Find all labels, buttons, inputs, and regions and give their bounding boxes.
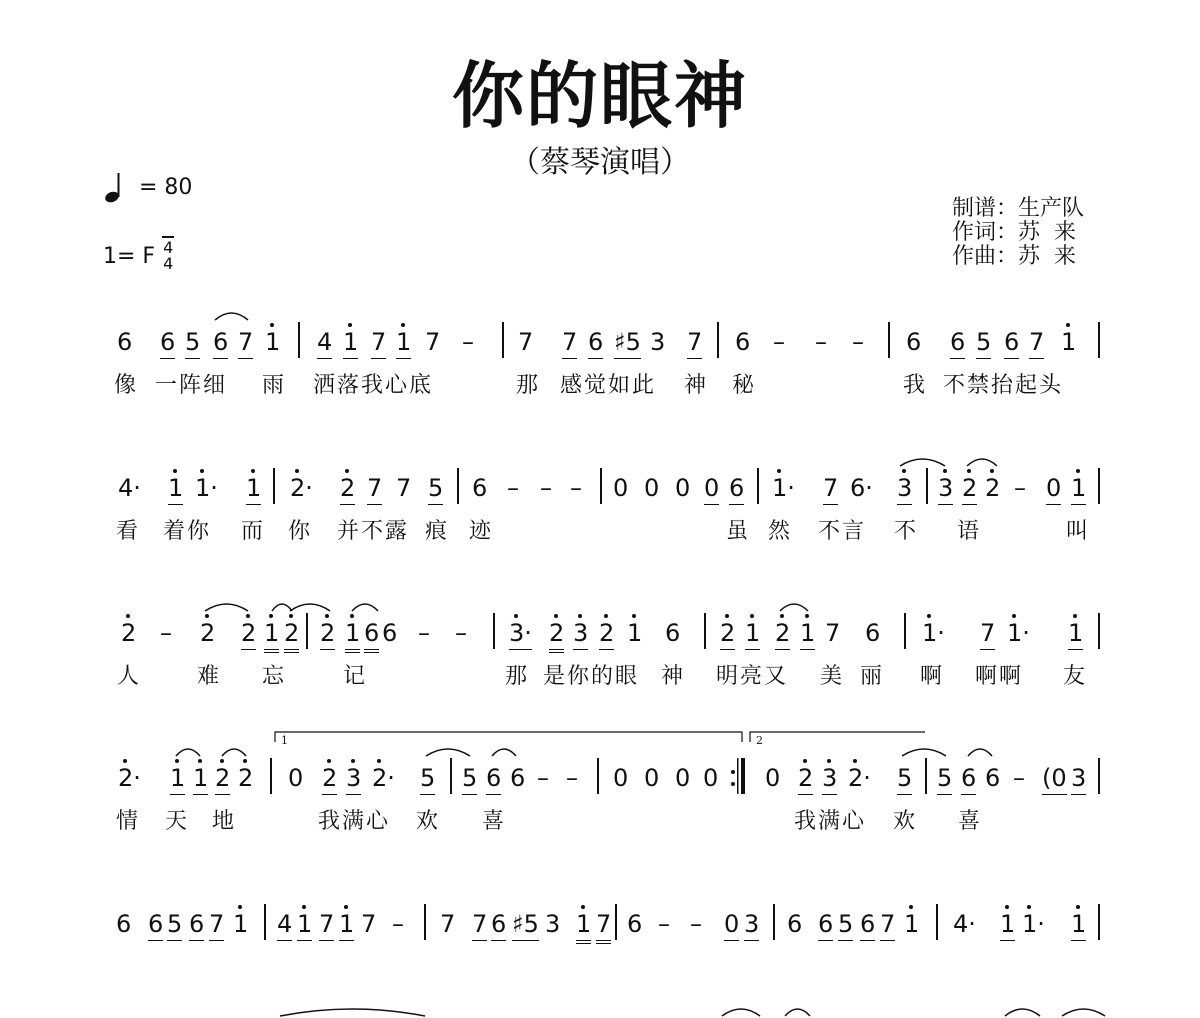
note: –	[570, 474, 582, 502]
note: 2	[720, 619, 736, 647]
note: 2	[238, 764, 254, 792]
lyrics-line	[0, 520, 1200, 548]
lyric: 忘	[262, 664, 287, 689]
note: 7	[596, 910, 612, 938]
note: 0	[704, 474, 720, 502]
note: 6	[735, 328, 751, 356]
note: 3	[545, 910, 561, 938]
note: 6	[472, 474, 488, 502]
note: 5	[937, 764, 953, 792]
note: 6	[382, 619, 398, 647]
song-subtitle: （蔡琴演唱）	[510, 145, 690, 180]
lyric: 虽	[726, 519, 751, 544]
slur	[967, 459, 997, 466]
slur	[722, 1009, 760, 1016]
note: 3·	[509, 619, 532, 647]
slur	[280, 1009, 425, 1016]
lyrics-line	[0, 956, 1200, 984]
note: 7	[562, 328, 578, 356]
barline	[1098, 322, 1100, 358]
note: 6	[116, 910, 132, 938]
barline	[925, 758, 927, 794]
note: 2	[962, 474, 978, 502]
note: 1·	[772, 474, 795, 502]
slur	[492, 749, 516, 756]
barline	[1098, 468, 1100, 504]
slur	[1062, 1009, 1105, 1016]
lyrics-line	[0, 810, 1200, 838]
note: 1	[396, 328, 412, 356]
barline	[493, 613, 495, 649]
note: 7	[823, 474, 839, 502]
note: –	[160, 619, 172, 647]
note: 6	[117, 328, 133, 356]
song-title: 你的眼神	[451, 54, 748, 138]
lyric: 神	[661, 664, 686, 689]
lyric: 美	[820, 664, 845, 689]
quarter-note-icon	[103, 171, 127, 203]
credits	[952, 197, 1084, 269]
note: 1	[345, 619, 361, 647]
lyric: 并不露	[337, 519, 410, 544]
slur	[780, 604, 808, 611]
note: 0	[1046, 474, 1062, 502]
note: 0	[675, 474, 691, 502]
note: 1	[339, 910, 355, 938]
barline	[502, 322, 504, 358]
lyric: 而	[241, 519, 266, 544]
note: 0	[675, 764, 691, 792]
lyric: 你	[288, 519, 313, 544]
note: 2	[798, 764, 814, 792]
barline	[298, 322, 300, 358]
note: 1	[246, 474, 262, 502]
note: ♯5	[512, 910, 539, 938]
note: 6	[588, 328, 604, 356]
note: 7	[472, 910, 488, 938]
barline	[273, 468, 275, 504]
note: 3	[822, 764, 838, 792]
note: 7	[209, 910, 225, 938]
note: 6	[1004, 328, 1020, 356]
note: 1	[1071, 910, 1087, 938]
barline	[704, 613, 706, 649]
time-signature-line	[162, 236, 174, 238]
note: 4	[317, 328, 333, 356]
note: 6	[787, 910, 803, 938]
note: 4·	[118, 474, 141, 502]
barline	[306, 613, 308, 649]
slur	[900, 459, 945, 466]
note: 1	[576, 910, 592, 938]
note: 2	[775, 619, 791, 647]
note: 5	[420, 764, 436, 792]
note: 2·	[118, 764, 141, 792]
note: 5	[838, 910, 854, 938]
slur	[426, 749, 470, 756]
note: 7	[440, 910, 456, 938]
note: 1	[627, 619, 643, 647]
lyric: 那	[505, 664, 530, 689]
note: 5	[428, 474, 444, 502]
note: 0	[644, 474, 660, 502]
note: 7	[425, 328, 441, 356]
note: 4	[277, 910, 293, 938]
lyric: 迹	[469, 519, 494, 544]
lyrics-line	[0, 665, 1200, 693]
lyric: 不言	[818, 519, 867, 544]
note: 7	[880, 910, 896, 938]
note: 2·	[372, 764, 395, 792]
note: 0	[724, 910, 740, 938]
note: 5	[167, 910, 183, 938]
note: 3	[744, 910, 760, 938]
lyric: 啊啊	[975, 664, 1024, 689]
note: 3	[650, 328, 666, 356]
notes-line	[0, 904, 1200, 944]
note: 2·	[848, 764, 871, 792]
lyrics-line	[0, 374, 1200, 402]
lyric: 丽	[860, 664, 885, 689]
note: 6	[860, 910, 876, 938]
note: 2	[985, 474, 1001, 502]
barline	[926, 468, 928, 504]
barline	[773, 904, 775, 940]
barline	[757, 468, 759, 504]
lyric: 是你的眼	[543, 664, 640, 689]
note: –	[418, 619, 430, 647]
note: 3	[1071, 764, 1087, 792]
lyric: 洒落我心底	[313, 373, 434, 398]
volta-bracket	[275, 732, 742, 742]
note: –	[773, 328, 785, 356]
note: 1·	[195, 474, 218, 502]
note: 1	[1068, 619, 1084, 647]
lyric: 记	[343, 664, 368, 689]
note: 2	[121, 619, 137, 647]
lyric: 痕	[425, 519, 450, 544]
note: 7	[367, 474, 383, 502]
note: 1	[1071, 474, 1087, 502]
lyric: 那	[516, 373, 541, 398]
barline	[424, 904, 426, 940]
lyric: 语	[957, 519, 982, 544]
note: 6	[213, 328, 229, 356]
note: (0	[1042, 764, 1067, 792]
note: ♯5	[614, 328, 641, 356]
note: 7	[361, 910, 377, 938]
note: 1	[233, 910, 249, 938]
note: –	[566, 764, 578, 792]
slur	[290, 604, 330, 611]
note: 6	[510, 764, 526, 792]
slur	[902, 749, 946, 756]
note: 4·	[953, 910, 976, 938]
note: –	[815, 328, 827, 356]
note: 5	[897, 764, 913, 792]
slur	[272, 604, 292, 611]
note: 2	[320, 619, 336, 647]
notes-line	[0, 468, 1200, 508]
key-signature	[103, 236, 173, 276]
note: 6·	[850, 474, 873, 502]
credit-lyrics: 作词：苏 来	[952, 220, 1076, 245]
lyric: 情	[116, 809, 141, 834]
lyric: 感觉如此	[560, 373, 657, 398]
tempo-marking	[103, 170, 192, 204]
note: 1	[193, 764, 209, 792]
note: 5	[462, 764, 478, 792]
lyric: 一阵细	[155, 373, 228, 398]
lyric: 喜	[482, 809, 507, 834]
slur	[176, 749, 200, 756]
note: 2	[599, 619, 615, 647]
note: 6	[665, 619, 681, 647]
note: 3	[573, 619, 589, 647]
notes-line	[0, 613, 1200, 653]
note: 3	[938, 474, 954, 502]
slur	[205, 604, 248, 611]
lyric: 我满心	[794, 809, 867, 834]
notes-line	[0, 758, 1200, 798]
note: 1·	[922, 619, 945, 647]
note: 6	[961, 764, 977, 792]
barline	[1098, 613, 1100, 649]
lyric: 友	[1063, 664, 1088, 689]
note: 1	[264, 619, 280, 647]
slur	[222, 749, 246, 756]
slur	[215, 313, 248, 320]
barline	[264, 904, 266, 940]
note: 1·	[1007, 619, 1030, 647]
lyric: 然	[768, 519, 793, 544]
note: 6	[729, 474, 745, 502]
lyric: 不禁抬起头	[943, 373, 1064, 398]
note: 1	[745, 619, 761, 647]
slur	[352, 604, 378, 611]
note: 6	[865, 619, 881, 647]
note: 2	[549, 619, 565, 647]
note: 7	[238, 328, 254, 356]
note: 2	[340, 474, 356, 502]
note: –	[1014, 474, 1026, 502]
note: 0	[288, 764, 304, 792]
note: 1	[1061, 328, 1077, 356]
note: 6	[486, 764, 502, 792]
lyric: 神	[684, 373, 709, 398]
lyric: 欢	[416, 809, 441, 834]
tempo-value: = 80	[139, 174, 193, 200]
note: –	[507, 474, 519, 502]
note: 6	[627, 910, 643, 938]
barline	[597, 758, 599, 794]
barline	[457, 468, 459, 504]
volta-label: 2	[756, 734, 763, 747]
lyric: 明亮又	[716, 664, 789, 689]
slur	[785, 1009, 810, 1016]
barline	[615, 904, 617, 940]
note: 6	[985, 764, 1001, 792]
lyric: 地	[212, 809, 237, 834]
note: 0	[703, 764, 719, 792]
note: 6	[189, 910, 205, 938]
note: 3	[897, 474, 913, 502]
note: 6	[906, 328, 922, 356]
lyric: 喜	[958, 809, 983, 834]
note: 2	[284, 619, 300, 647]
note: 2	[215, 764, 231, 792]
barline	[270, 758, 272, 794]
note: 1	[343, 328, 359, 356]
note: 0	[613, 764, 629, 792]
lyric: 天	[165, 809, 190, 834]
note: 2·	[290, 474, 313, 502]
lyric: 我满心	[318, 809, 391, 834]
note: 1	[168, 474, 184, 502]
note: –	[462, 328, 474, 356]
note: 6	[148, 910, 164, 938]
note: 1	[1000, 910, 1016, 938]
note: 7	[825, 619, 841, 647]
notes-line	[0, 322, 1200, 362]
note: 6	[160, 328, 176, 356]
lyric: 看	[116, 519, 141, 544]
note: 7	[319, 910, 335, 938]
note: 6	[950, 328, 966, 356]
note: 2	[322, 764, 338, 792]
time-signature-top: 4	[163, 238, 174, 257]
note: –	[455, 619, 467, 647]
credit-music: 作曲：苏 来	[952, 244, 1076, 269]
volta-label: 1	[281, 734, 288, 747]
note: 2	[241, 619, 257, 647]
note: 7	[396, 474, 412, 502]
note: 0	[765, 764, 781, 792]
note: 1	[800, 619, 816, 647]
note: –	[537, 764, 549, 792]
note: 0	[644, 764, 660, 792]
lyric: 像	[114, 373, 139, 398]
note: 6	[818, 910, 834, 938]
lyric: 人	[117, 664, 142, 689]
note: 1	[904, 910, 920, 938]
note: 7	[371, 328, 387, 356]
note: 1	[265, 328, 281, 356]
note: –	[658, 910, 670, 938]
credit-notation: 制谱：生产队	[952, 196, 1085, 221]
slur	[1005, 1009, 1040, 1016]
note: 7	[980, 619, 996, 647]
note: 2	[200, 619, 216, 647]
note: 3	[346, 764, 362, 792]
lyric: 啊	[920, 664, 945, 689]
lyric: 着你	[163, 519, 212, 544]
note: –	[852, 328, 864, 356]
note: 5	[185, 328, 201, 356]
barline	[600, 468, 602, 504]
note: 0	[613, 474, 629, 502]
lyric: 雨	[262, 373, 287, 398]
barline	[450, 758, 452, 794]
note: 7	[687, 328, 703, 356]
barline	[1098, 758, 1100, 794]
slur	[968, 749, 992, 756]
key-label: 1= F	[103, 243, 156, 269]
time-signature-bottom: 4	[163, 254, 174, 273]
lyric: 我	[903, 373, 928, 398]
barline	[936, 904, 938, 940]
note: –	[392, 910, 404, 938]
note: –	[540, 474, 552, 502]
time-signature	[163, 240, 173, 272]
lyric: 欢	[893, 809, 918, 834]
barline	[904, 613, 906, 649]
note: 1	[170, 764, 186, 792]
note: –	[1013, 764, 1025, 792]
note: 6	[491, 910, 507, 938]
barline	[1098, 904, 1100, 940]
barline	[717, 322, 719, 358]
note: 5	[976, 328, 992, 356]
lyric: 叫	[1066, 519, 1091, 544]
barline	[888, 322, 890, 358]
note: 1·	[1022, 910, 1045, 938]
volta-bracket	[750, 732, 925, 742]
lyric: 不	[894, 519, 919, 544]
note: 7	[1029, 328, 1045, 356]
note: 7	[518, 328, 534, 356]
lyric: 难	[197, 664, 222, 689]
note: 1	[297, 910, 313, 938]
note: 6	[364, 619, 380, 647]
note: –	[690, 910, 702, 938]
lyric: 秘	[732, 373, 757, 398]
